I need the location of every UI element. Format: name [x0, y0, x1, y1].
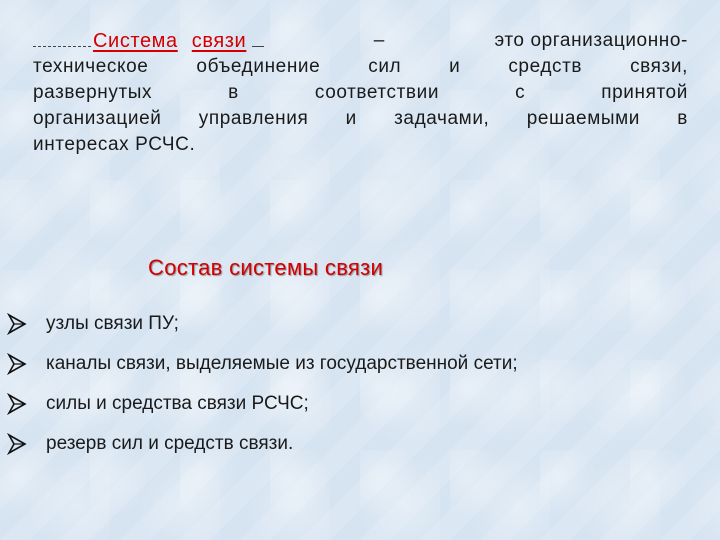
- definition-line-5: [33, 132, 688, 158]
- list-item: [6, 344, 518, 384]
- definition-paragraph: [33, 28, 688, 158]
- list-item-text: силы и средства связи РСЧС;: [46, 393, 309, 414]
- word: и: [449, 56, 461, 77]
- composition-list: [6, 304, 518, 464]
- section-title: Состав системы связи: [148, 255, 384, 280]
- arrow-bullet-icon: [6, 433, 28, 455]
- word: организацией: [33, 108, 162, 129]
- word: связи,: [630, 56, 688, 77]
- list-item-text: каналы связи, выделяемые из государственной сети;: [46, 353, 518, 374]
- word: в: [228, 82, 239, 103]
- definition-line-1-rest: это организационно-: [494, 30, 688, 51]
- arrow-bullet-icon: [6, 353, 28, 375]
- list-item: [6, 384, 518, 424]
- list-item-text: резерв сил и средств связи.: [46, 433, 294, 454]
- word: техническое: [33, 56, 149, 77]
- definition-line-5-text: интересах РСЧС.: [33, 134, 196, 155]
- definition-line-3: [33, 80, 688, 106]
- word: решаемыми: [526, 108, 640, 129]
- term-group: [33, 28, 264, 54]
- arrow-bullet-icon: [6, 393, 28, 415]
- word: управления: [198, 108, 309, 129]
- underline-marks: [33, 30, 91, 47]
- word: и: [345, 108, 357, 129]
- word: соответствии: [314, 82, 440, 103]
- arrow-bullet-icon: [6, 313, 28, 335]
- definition-line-1: [33, 28, 688, 54]
- list-item-text: узлы связи ПУ;: [46, 313, 179, 334]
- list-item: [6, 424, 518, 464]
- word: задачами,: [394, 108, 490, 129]
- word: в: [677, 108, 688, 129]
- word: развернутых: [33, 82, 153, 103]
- term-word-2: связи: [191, 30, 247, 52]
- word: объединение: [196, 56, 321, 77]
- definition-dash: –: [373, 30, 385, 51]
- definition-line-4: [33, 106, 688, 132]
- word: принятой: [601, 82, 688, 103]
- term-word-1: Система: [93, 30, 178, 52]
- word: средств: [508, 56, 583, 77]
- definition-line-2: [33, 54, 688, 80]
- word: с: [515, 82, 526, 103]
- underline-tail: [252, 30, 264, 47]
- list-item: [6, 304, 518, 344]
- word: сил: [368, 56, 402, 77]
